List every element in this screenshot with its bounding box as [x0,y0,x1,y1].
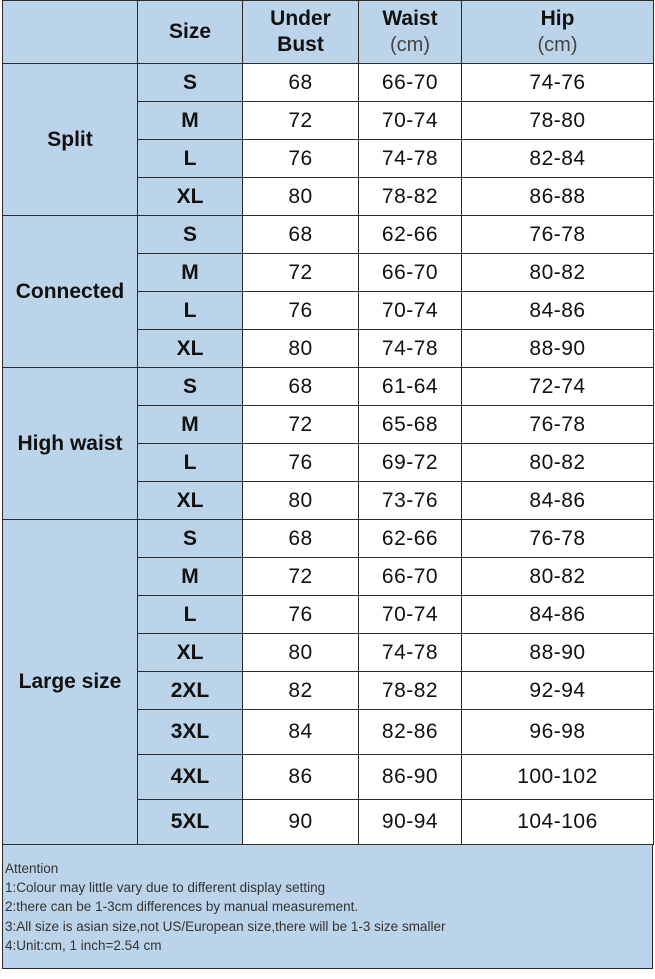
size-chart [2,0,653,969]
size-cell: L [138,140,243,178]
size-table [2,0,654,845]
size-cell: S [138,368,243,406]
under-bust-cell: 72 [243,102,359,140]
hip-cell: 82-84 [462,140,654,178]
size-cell: L [138,292,243,330]
under-bust-cell: 76 [243,140,359,178]
size-cell: L [138,596,243,634]
waist-cell: 66-70 [359,64,462,102]
hip-cell: 88-90 [462,330,654,368]
waist-cell: 86-90 [359,755,462,800]
under-bust-cell: 72 [243,254,359,292]
hip-cell: 80-82 [462,444,654,482]
hip-cell: 104-106 [462,800,654,845]
note-line-2: 2:there can be 1-3cm differences by manual measurement. [5,899,359,915]
size-cell: S [138,520,243,558]
size-cell: L [138,444,243,482]
waist-cell: 70-74 [359,292,462,330]
hip-cell: 100-102 [462,755,654,800]
header-under-bust [243,1,359,64]
header-row [3,1,654,64]
note-line-4: 4:Unit:cm, 1 inch=2.54 cm [5,937,162,953]
size-cell: XL [138,634,243,672]
header-blank [3,1,138,64]
waist-cell: 70-74 [359,596,462,634]
under-bust-cell: 76 [243,444,359,482]
waist-cell: 65-68 [359,406,462,444]
header-waist [359,1,462,64]
hip-cell: 80-82 [462,254,654,292]
hip-cell: 76-78 [462,520,654,558]
notes-title: Attention [5,861,59,876]
table-row [3,368,654,406]
table-row [3,520,654,558]
hip-cell: 86-88 [462,178,654,216]
under-bust-cell: 80 [243,634,359,672]
under-bust-cell: 80 [243,178,359,216]
hip-cell: 96-98 [462,710,654,755]
waist-cell: 73-76 [359,482,462,520]
size-cell: 2XL [138,672,243,710]
waist-cell: 61-64 [359,368,462,406]
group-label-connected: Connected [3,216,138,368]
hip-cell: 78-80 [462,102,654,140]
size-cell: M [138,558,243,596]
size-cell: XL [138,330,243,368]
size-cell: XL [138,178,243,216]
under-bust-cell: 86 [243,755,359,800]
table-row [3,64,654,102]
group-label-high-waist: High waist [3,368,138,520]
hip-cell: 84-86 [462,596,654,634]
size-cell: 4XL [138,755,243,800]
header-under-bust-line2: Bust [277,33,324,56]
attention-notes [2,845,653,969]
waist-cell: 78-82 [359,178,462,216]
size-cell: M [138,406,243,444]
hip-cell: 76-78 [462,406,654,444]
note-line-3: 3:All size is asian size,not US/European size,there will be 1-3 size smaller [5,918,446,934]
header-size: Size [138,1,243,64]
table-row [3,216,654,254]
header-hip [462,1,654,64]
note-line-1: 1:Colour may little vary due to different display setting [5,880,326,896]
under-bust-cell: 80 [243,482,359,520]
waist-cell: 66-70 [359,254,462,292]
hip-cell: 76-78 [462,216,654,254]
waist-cell: 62-66 [359,520,462,558]
under-bust-cell: 80 [243,330,359,368]
header-hip-label: Hip [540,7,575,31]
waist-cell: 74-78 [359,140,462,178]
waist-cell: 78-82 [359,672,462,710]
under-bust-cell: 90 [243,800,359,845]
size-cell: 5XL [138,800,243,845]
hip-cell: 88-90 [462,634,654,672]
hip-cell: 74-76 [462,64,654,102]
under-bust-cell: 68 [243,368,359,406]
size-cell: S [138,64,243,102]
under-bust-cell: 76 [243,292,359,330]
waist-cell: 62-66 [359,216,462,254]
under-bust-cell: 68 [243,520,359,558]
header-hip-unit: (cm) [537,33,578,56]
group-label-large-size: Large size [3,520,138,845]
under-bust-cell: 84 [243,710,359,755]
size-cell: S [138,216,243,254]
hip-cell: 84-86 [462,292,654,330]
size-cell: 3XL [138,710,243,755]
under-bust-cell: 76 [243,596,359,634]
waist-cell: 70-74 [359,102,462,140]
group-label-split: Split [3,64,138,216]
size-cell: XL [138,482,243,520]
size-cell: M [138,102,243,140]
header-waist-label: Waist [382,7,438,31]
header-under-bust-line1: Under [270,6,331,30]
hip-cell: 72-74 [462,368,654,406]
waist-cell: 69-72 [359,444,462,482]
under-bust-cell: 72 [243,406,359,444]
waist-cell: 74-78 [359,634,462,672]
waist-cell: 90-94 [359,800,462,845]
under-bust-cell: 68 [243,216,359,254]
waist-cell: 66-70 [359,558,462,596]
under-bust-cell: 68 [243,64,359,102]
hip-cell: 84-86 [462,482,654,520]
under-bust-cell: 82 [243,672,359,710]
under-bust-cell: 72 [243,558,359,596]
hip-cell: 92-94 [462,672,654,710]
waist-cell: 82-86 [359,710,462,755]
waist-cell: 74-78 [359,330,462,368]
hip-cell: 80-82 [462,558,654,596]
size-cell: M [138,254,243,292]
header-waist-unit: (cm) [390,33,430,56]
